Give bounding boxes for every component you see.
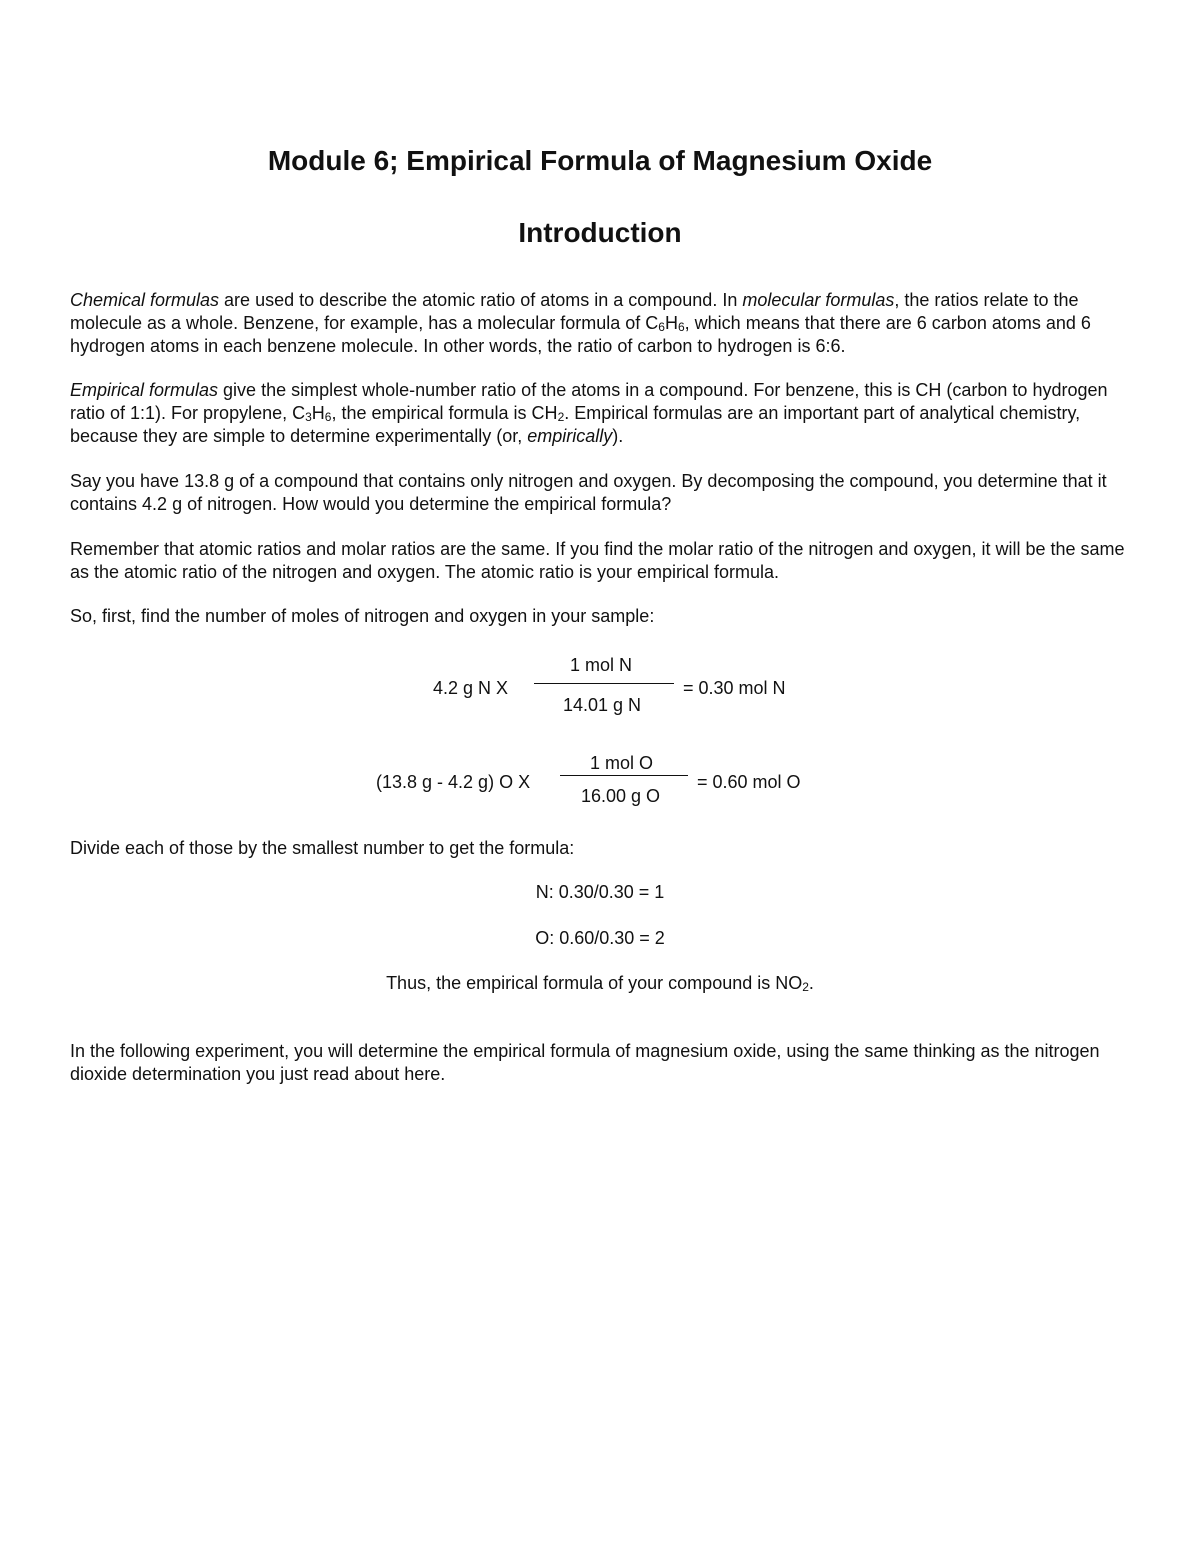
para2-sub1: 3 — [305, 409, 312, 424]
page-title: Module 6; Empirical Formula of Magnesium Oxide — [267, 145, 933, 176]
calculation-oxygen: O: 0.60/0.30 = 2 — [535, 928, 665, 948]
calculation-nitrogen: N: 0.30/0.30 = 1 — [535, 882, 665, 902]
para2-sub2: 6 — [324, 409, 332, 424]
eq1-denominator: 14.01 g N — [563, 695, 642, 715]
eq2-result: = 0.60 mol O — [697, 772, 801, 792]
paragraph-find-moles: So, first, find the number of moles of nitrogen and oxygen in your sample: — [70, 606, 655, 626]
para2-text1: give the simplest whole-number ratio of the atoms in a compound. For benzene, this is CH (carbon to hydrogen ratio of 1:1). For propylene, C — [70, 380, 1108, 423]
term-chemical-formulas: Chemical formulas — [70, 290, 220, 310]
term-empirically: empirically — [527, 425, 613, 446]
eq1-result: = 0.30 mol N — [683, 678, 786, 698]
term-empirical-formulas: Empirical formulas — [70, 380, 219, 400]
eq2-fraction-bar — [560, 775, 688, 776]
para1-sub2: 6 — [677, 319, 685, 334]
eq2-denominator: 16.00 g O — [581, 786, 661, 806]
conclusion-end: . — [808, 973, 814, 993]
para2-text4: . Empirical formulas are an important part of analytical chemistry, because they are simple to determine experimentally (or, — [70, 402, 1081, 446]
para2-text5: ). — [612, 425, 624, 446]
eq1-fraction-bar — [534, 683, 674, 684]
para1-text1: are used to describe the atomic ratio of atoms in a compound. In — [219, 290, 743, 310]
paragraph-chemical-formulas — [70, 289, 1135, 357]
eq1-lhs: 4.2 g N X — [433, 678, 509, 698]
term-molecular-formulas: molecular formulas — [742, 290, 895, 310]
para1-sub1: 6 — [658, 319, 665, 334]
para2-sub3: 2 — [557, 409, 565, 424]
eq2-lhs: (13.8 g - 4.2 g) O X — [376, 772, 531, 792]
paragraph-ratios: Remember that atomic ratios and molar ratios are the same. If you find the molar ratio of the nitrogen and oxygen, it will be the same as the atomic ratio of the nitrogen and oxygen. The atomic ratio is your empirical formula. — [70, 539, 1125, 582]
paragraph-divide: Divide each of those by the smallest number to get the formula: — [70, 838, 575, 858]
conclusion-sub: 2 — [802, 980, 809, 994]
para1-text3: H — [664, 312, 678, 333]
para1-text4: , which means that there are 6 carbon atoms and 6 hydrogen atoms in each benzene molecule. In other words, the ratio of carbon to hydrogen is 6:6. — [70, 312, 1091, 356]
paragraph-example-problem: Say you have 13.8 g of a compound that contains only nitrogen and oxygen. By decomposing the compound, you determine that it contains 4.2 g of nitrogen. How would you determine the empirical formula? — [70, 471, 1107, 514]
para1-text2: , the ratios relate to the molecule as a whole. Benzene, for example, has a molecular formula of C — [70, 290, 1079, 333]
para2-text3: , the empirical formula is CH — [331, 402, 558, 423]
para2-text2: H — [311, 402, 325, 423]
conclusion — [0, 973, 1200, 994]
eq2-numerator: 1 mol O — [590, 753, 654, 773]
conclusion-text: Thus, the empirical formula of your compound is NO — [386, 973, 803, 993]
section-heading: Introduction — [518, 217, 682, 248]
eq1-numerator: 1 mol N — [570, 655, 633, 675]
paragraph-experiment: In the following experiment, you will determine the empirical formula of magnesium oxide, using the same thinking as the nitrogen dioxide determination you just read about here. — [70, 1041, 1100, 1084]
paragraph-empirical-formulas — [70, 379, 1135, 447]
